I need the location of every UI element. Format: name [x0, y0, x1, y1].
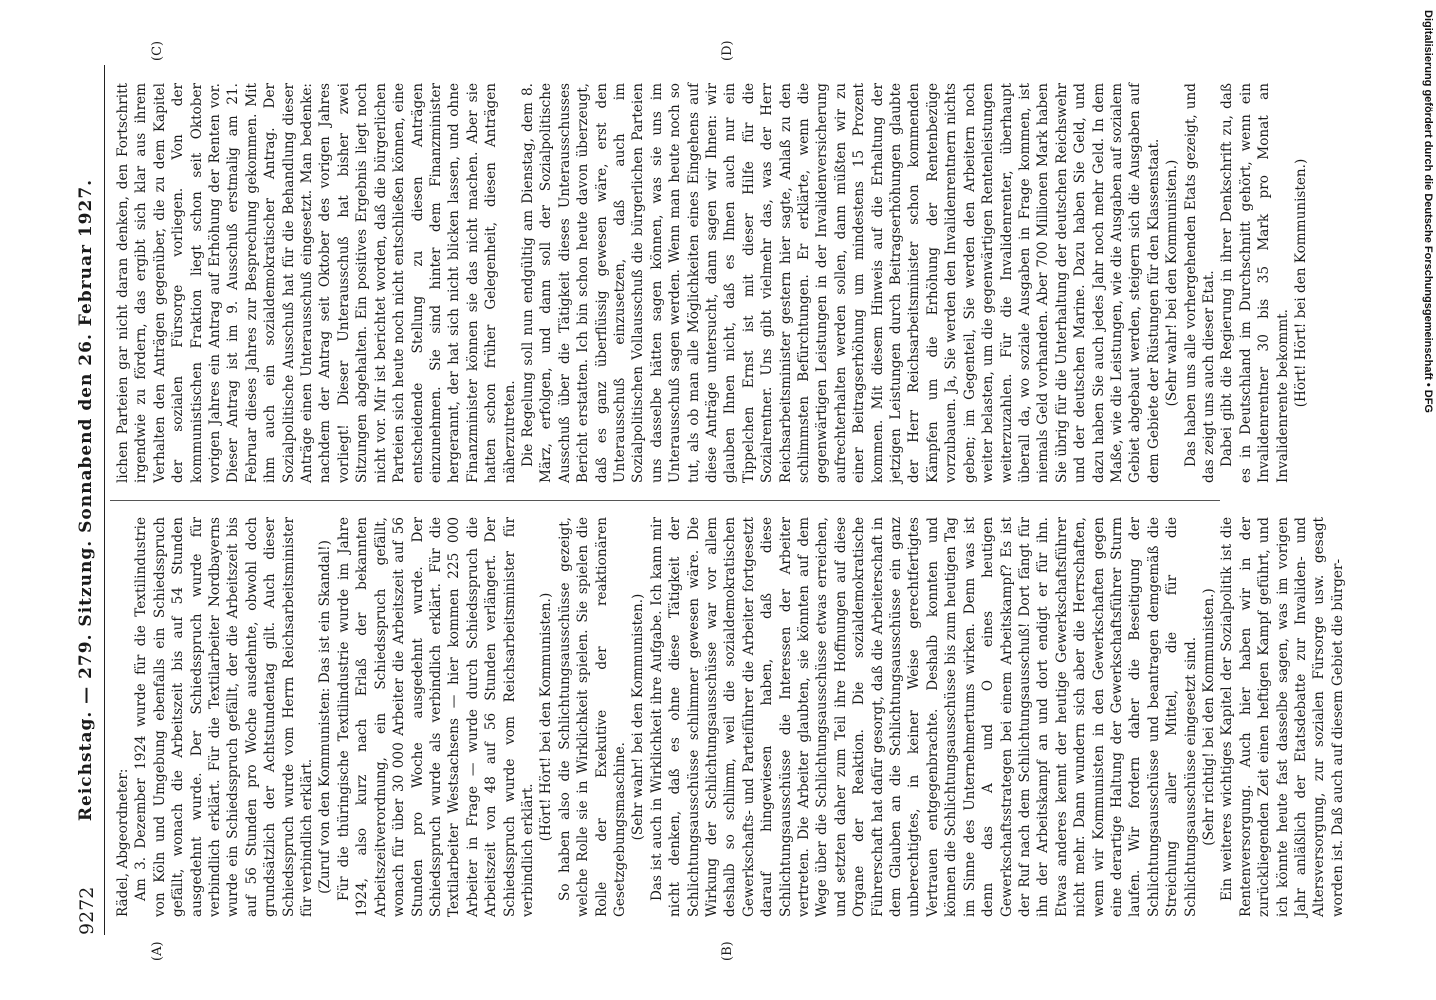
paragraph: Das haben uns alle vorhergehenden Etats gezeigt, und das zeigt uns auch dieser Etat. — [1182, 83, 1217, 483]
margin-marker-b: (B) — [720, 941, 735, 961]
interjection: (Sehr wahr! bei den Kommunisten.) — [630, 593, 647, 841]
right-text-column — [114, 83, 1309, 483]
paragraph: Ein weiteres wichtiges Kapitel der Sozialpolitik ist die Rentenversorgung. Auch hier haben wir in der zurückliegenden Zeit einen heftigen Kampf geführt, und ich könnte heute fast dasselbe sagen, was im vorigen Jahr anläßlich der Etatsdebatte zur Invaliden- und Altersversorgung, zur sozialen Fürsorge usw. gesagt worden ist. Daß auch auf diesem Gebiet die bürger- — [1219, 517, 1346, 917]
margin-marker-a: (A) — [150, 941, 165, 961]
left-text-column — [114, 517, 1346, 917]
margin-marker-d: (D) — [720, 40, 735, 61]
paragraph: lichen Parteien gar nicht daran denken, den Fortschritt irgendwie zu fördern, das ergibt sich klar aus ihrem Verhalten den Anträgen gegenüber, die zu dem Kapitel der sozialen Fürsorge vorliegen. Von der kommunistischen Fraktion liegt schon seit Oktober vorigen Jahres ein Antrag auf Erhöhung der Renten vor. Dieser Antrag ist im 9. Ausschuß erstmalig am 21. Februar dieses Jahres zur Besprechung gekommen. Mit ihm auch ein sozialdemokratischer Antrag. Der Sozialpolitische Ausschuß hat für die Behandlung dieser Anträge einen Unterausschuß eingesetzt. Man bedenke: nachdem der Antrag seit Oktober des vorigen Jahres vorliegt! Dieser Unterausschuß hat bisher zwei Sitzungen abgehalten. Ein positives Ergebnis liegt noch nicht vor. Mir ist berichtet worden, daß die bürgerlichen Parteien sich heute noch nicht entschließen können, eine entscheidende Stellung zu diesen Anträgen einzunehmen. Sie sind hinter dem Finanzminister hergerannt, der hat sich nicht blicken lassen, und ohne Finanzminister können sie das nicht machen. Aber sie hatten schon früher Gelegenheit, diesen Anträgen näherzutreten. — [115, 83, 518, 483]
interjection: (Zuruf von den Kommunisten: Das ist ein Skandal!) — [317, 540, 334, 894]
paragraph: Am 3. Dezember 1924 wurde für die Textilindustrie von Köln und Umgebung ebenfalls ein Schiedsspruch gefällt, wonach die Arbeitszeit bis auf 54 Stunden ausgedehnt wurde. Der Schiedsspruch wurde für verbindlich erklärt. Für die Textilarbeiter Nordbayerns wurde ein Schiedsspruch gefällt, der die Arbeitszeit bis auf 56 Stunden pro Woche ausdehnte, obwohl doch grundsätzlich der Achtstundentag gilt. Auch dieser Schiedsspruch wurde vom Herrn Reichsarbeitsminister für verbindlich erklärt. — [133, 517, 316, 917]
paragraph: So haben also die Schlichtungsausschüsse gezeigt, welche Rolle sie in Wirklichkeit spielen. Sie spielen die Rolle der Exekutive der reaktionären Gesetzgebungsmaschine. — [556, 517, 628, 917]
running-title: Reichstag. — 279. Sitzung. Sonnabend den 26. Februar 1927. — [76, 178, 96, 822]
header-rule — [104, 65, 105, 935]
page-number: 9272 — [76, 886, 98, 935]
paragraph: Für die thüringische Textilindustrie wurde im Jahre 1924, also kurz nach Erlaß der bekannten Arbeitszeitverordnung, ein Schiedsspruch gefällt, wonach für über 30 000 Arbeiter die Arbeitszeit auf 56 Stunden pro Woche ausgedehnt wurde. Der Schiedsspruch wurde als verbindlich erklärt. Für die Textilarbeiter Westsachsens — hier kommen 225 000 Arbeiter in Frage — wurde durch Schiedsspruch die Arbeitszeit von 48 auf 56 Stunden verlängert. Der Schiedsspruch wurde vom Reichsarbeitsminister für verbindlich erklärt. — [335, 517, 536, 917]
paragraph: Rädel, Abgeordneter: — [115, 768, 131, 917]
paragraph: Das ist auch in Wirklichkeit ihre Aufgabe. Ich kann mir nicht denken, daß es ohne diese Tätigkeit der Schlichtungsausschüsse schlimmer gewesen wäre. Die Wirkung der Schlichtungsausschüsse war vor allem deshalb so schlimm, weil die sozialdemokratischen Gewerkschafts- und Parteiführer die Arbeiter fortgesetzt darauf hingewiesen haben, daß diese Schlichtungsausschüsse die Interessen der Arbeiter vertreten. Die Arbeiter glaubten, sie könnten auf dem Wege über die Schlichtungsausschüsse etwas erreichen, und setzten daher zum Teil ihre Hoffnungen auf diese Organe der Reaktion. Die sozialdemokratische Führerschaft hat dafür gesorgt, daß die Arbeiterschaft in dem Glauben an die Schlichtungsausschüsse ein ganz unberechtigtes, in keiner Weise gerechtfertigtes Vertrauen entgegenbrachte. Deshalb konnten und können die Schlichtungsausschüsse bis zum heutigen Tag im Sinne des Unternehmertums wirken. Denn was ist denn das A und O eines heutigen Gewerkschaftsstrategen bei einem Arbeitskampf? Es ist der Ruf nach dem Schlichtungsausschuß! Dort fängt für ihn der Arbeitskampf an und dort endigt er für ihn. Etwas anderes kennt der heutige Gewerkschaftsführer nicht mehr. Dann wundern sich aber die Herrschaften, wenn wir Kommunisten in den Gewerkschaften gegen eine derartige Haltung der Gewerkschaftsführer Sturm laufen. Wir fordern daher die Beseitigung der Schlichtungsausschüsse und beantragen demgemäß die Streichung aller Mittel, die für die Schlichtungsausschüsse eingesetzt sind. — [648, 517, 1199, 917]
paragraph: Die Regelung soll nun endgültig am Dienstag, dem 8. März, erfolgen, und dann soll der Sozialpolitische Ausschuß über die Tätigkeit dieses Unterausschusses Bericht erstatten. Ich bin schon heute davon überzeugt, daß es ganz überflüssig gewesen wäre, erst den Unterausschuß einzusetzen, daß auch im Sozialpolitischen Vollausschuß die bürgerlichen Parteien uns dasselbe hätten sagen können, was sie uns im Unterausschuß sagen werden. Wenn man heute noch so tut, als ob man alle Möglichkeiten eines Eingehens auf diese Anträge untersucht, dann sagen wir Ihnen: wir glauben Ihnen nicht, daß es Ihnen auch nur ein Tippelchen Ernst ist mit dieser Hilfe für die Sozialrentner. Uns gibt vielmehr das, was der Herr Reichsarbeitsminister gestern hier sagte, Anlaß zu den schlimmsten Befürchtungen. Er erklärte, wenn die gegenwärtigen Leistungen in der Invalidenversicherung aufrechterhalten werden sollen, dann müßten wir zu einer Beitragserhöhung um mindestens 15 Prozent kommen. Mit diesem Hinweis auf die Erhaltung der jetzigen Leistungen durch Beitragserhöhungen glaubte der Herr Reichsarbeitsminister schon kommenden Kämpfen um die Erhöhung der Rentenbezüge vorzubauen. Ja, Sie werden den Invalidenrentnern nichts geben; im Gegenteil, Sie werden den Arbeitern noch weiter belasten, um die gegenwärtigen Rentenleistungen weiterzuzahlen. Für die Invalidenrenter, überhaupt überall da, wo soziale Ausgaben in Frage kommen, ist niemals Geld vorhanden. Aber 700 Millionen Mark haben Sie übrig für die Unterhaltung der deutschen Reichswehr und der deutschen Marine. Dazu haben Sie Geld, und dazu haben Sie auch jedes Jahr noch mehr Geld. In dem Maße, wie die Leistungen, wie die Ausgaben auf sozialem Gebiet abgebaut werden, steigern sich die Ausgaben auf dem Gebiete der Rüstungen für den Klassenstaat. — [519, 83, 1162, 483]
margin-marker-c: (C) — [150, 40, 165, 61]
column-separator — [110, 500, 1220, 501]
paragraph: Dabei gibt die Regierung in ihrer Denkschrift zu, daß es in Deutschland im Durchschnitt gehört, wenn ein Invalidenrentner 30 bis 35 Mark pro Monat an Invalidenrente bekommt. — [1219, 83, 1291, 483]
digitization-credit — [1416, 10, 1436, 950]
interjection: (Sehr wahr! bei den Kommunisten.) — [1164, 159, 1181, 407]
rotated-document-page — [70, 40, 1346, 961]
interjection: (Hört! Hört! bei den Kommunisten.) — [538, 592, 555, 842]
interjection: (Hört! Hört! bei den Kommunisten.) — [1293, 158, 1309, 408]
credit-text: Digitalisierung gefördert durch die Deutsche Forschungsgemeinschaft • DFG — [1422, 10, 1434, 413]
interjection: (Sehr richtig! bei den Kommunisten.) — [1200, 588, 1217, 846]
